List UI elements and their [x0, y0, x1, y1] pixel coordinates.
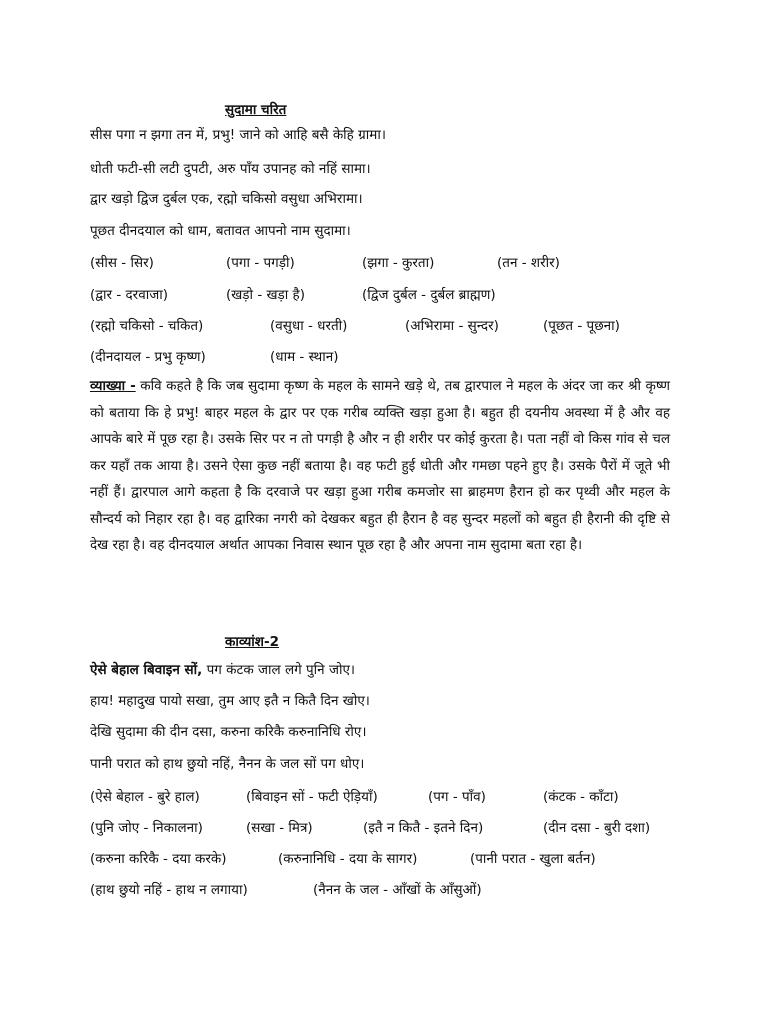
glossary-term: (दीनदायल - प्रभु कृष्ण)	[90, 349, 206, 365]
glossary-term: (हाथ छुयो नहिं - हाथ न लगाया)	[90, 882, 248, 898]
section-title: काव्यांश-2	[225, 634, 279, 650]
glossary-term: (द्विज दुर्बल - दुर्बल ब्राह्मण)	[362, 287, 496, 303]
glossary-term: (कंटक - काँटा)	[543, 789, 619, 805]
glossary-term: (पग - पाँव)	[428, 789, 486, 805]
verse-line: देखि सुदामा की दीन दसा, करुना करिकै करुनानिधि रोए।	[90, 724, 367, 740]
glossary-term: (करुनानिधि - दया के सागर)	[278, 851, 418, 867]
glossary-term: (दीन दसा - बुरी दशा)	[543, 820, 651, 836]
verse-line: द्वार खड़ो द्विज दुर्बल एक, रह्मो चकिसो वसुधा अभिरामा।	[90, 191, 363, 207]
glossary-term: (सखा - मित्र)	[246, 820, 313, 836]
glossary-term: (नैनन के जल - आँखों के आँसुओं)	[313, 882, 482, 898]
glossary-term: (धाम - स्थान)	[270, 349, 339, 365]
glossary-term: (पानी परात - खुला बर्तन)	[470, 851, 596, 867]
glossary-term: (अभिरामा - सुन्दर)	[405, 318, 499, 334]
section-title: सुदामा चरित	[225, 102, 287, 118]
verse-line: हाय! महादुख पायो सखा, तुम आए इतै न कितै दिन खोए।	[90, 693, 370, 709]
glossary-term: (ऐसे बेहाल - बुरे हाल)	[90, 789, 200, 805]
glossary-term: (खड़ो - खड़ा है)	[226, 287, 305, 303]
glossary-term: (झगा - कुरता)	[362, 255, 435, 271]
verse-line: धोती फटी-सी लटी दुपटी, अरु पाँय उपानह को नहिं सामा।	[90, 161, 371, 177]
glossary-term: (द्वार - दरवाजा)	[90, 287, 168, 303]
glossary-term: (तन - शरीर)	[497, 255, 560, 271]
verse-bold-phrase: ऐसे बेहाल बिवाइन सों,	[90, 662, 203, 678]
verse-line	[90, 661, 355, 679]
verse-line: पानी परात को हाथ छुयो नहिं, नैनन के जल सों पग धोए।	[90, 756, 365, 772]
glossary-term: (बिवाइन सों - फटी ऐड़ियाँ)	[246, 789, 378, 805]
explanation-paragraph	[90, 373, 670, 559]
glossary-term: (सीस - सिर)	[90, 255, 154, 271]
glossary-term: (इतै न कितै - इतने दिन)	[363, 820, 484, 836]
glossary-term: (करुना करिकै - दया करके)	[90, 851, 227, 867]
explanation-text: कवि कहते है कि जब सुदामा कृष्ण के महल के सामने खड़े थे, तब द्वारपाल ने महल के अंदर जा कर श्री कृष्ण को बताया कि हे प्रभु! बाहर महल के द्वार पर एक गरीब व्यक्ति खड़ा हुआ है। बहुत ही दयनीय अवस्था में है और वह आपके बारे में पूछ रहा है। उसके सिर पर न तो पगड़ी है और न ही शरीर पर कोई कुरता है। पता नहीं वो किस गांव से चल कर यहाँ तक आया है। उसने ऐसा कुछ नहीं बताया है। वह फटी हुई धोती और गमछा पहने हुए है। उसके पैरों में जूते भी नहीं हैं। द्वारपाल आगे कहता है कि दरवाजे पर खड़ा हुआ गरीब कमजोर सा ब्राहमण हैरान हो कर पृथ्वी और महल के सौन्दर्य को निहार रहा है। वह द्वारिका नगरी को देखकर बहुत ही हैरान है वह सुन्दर महलों को बहुत ही हैरानी की दृष्टि से देख रहा है। वह दीनदयाल अर्थात आपका निवास स्थान पूछ रहा है और अपना नाम सुदामा बता रहा है।	[90, 378, 670, 553]
explanation-label: व्याख्या -	[90, 378, 136, 394]
glossary-term: (वसुधा - धरती)	[270, 318, 348, 334]
glossary-term: (पगा - पगड़ी)	[226, 255, 295, 271]
glossary-term: (पूछत - पूछना)	[543, 318, 620, 334]
glossary-term: (पुनि जोए - निकालना)	[90, 820, 203, 836]
glossary-term: (रह्मो चकिसो - चकित)	[90, 318, 204, 334]
verse-line: सीस पगा न झगा तन में, प्रभु! जाने को आहि बसै केहि ग्रामा।	[90, 127, 386, 143]
verse-rest: पग कंटक जाल लगे पुनि जोए।	[202, 662, 356, 678]
verse-line: पूछत दीनदयाल को धाम, बतावत आपनो नाम सुदामा।	[90, 223, 351, 239]
